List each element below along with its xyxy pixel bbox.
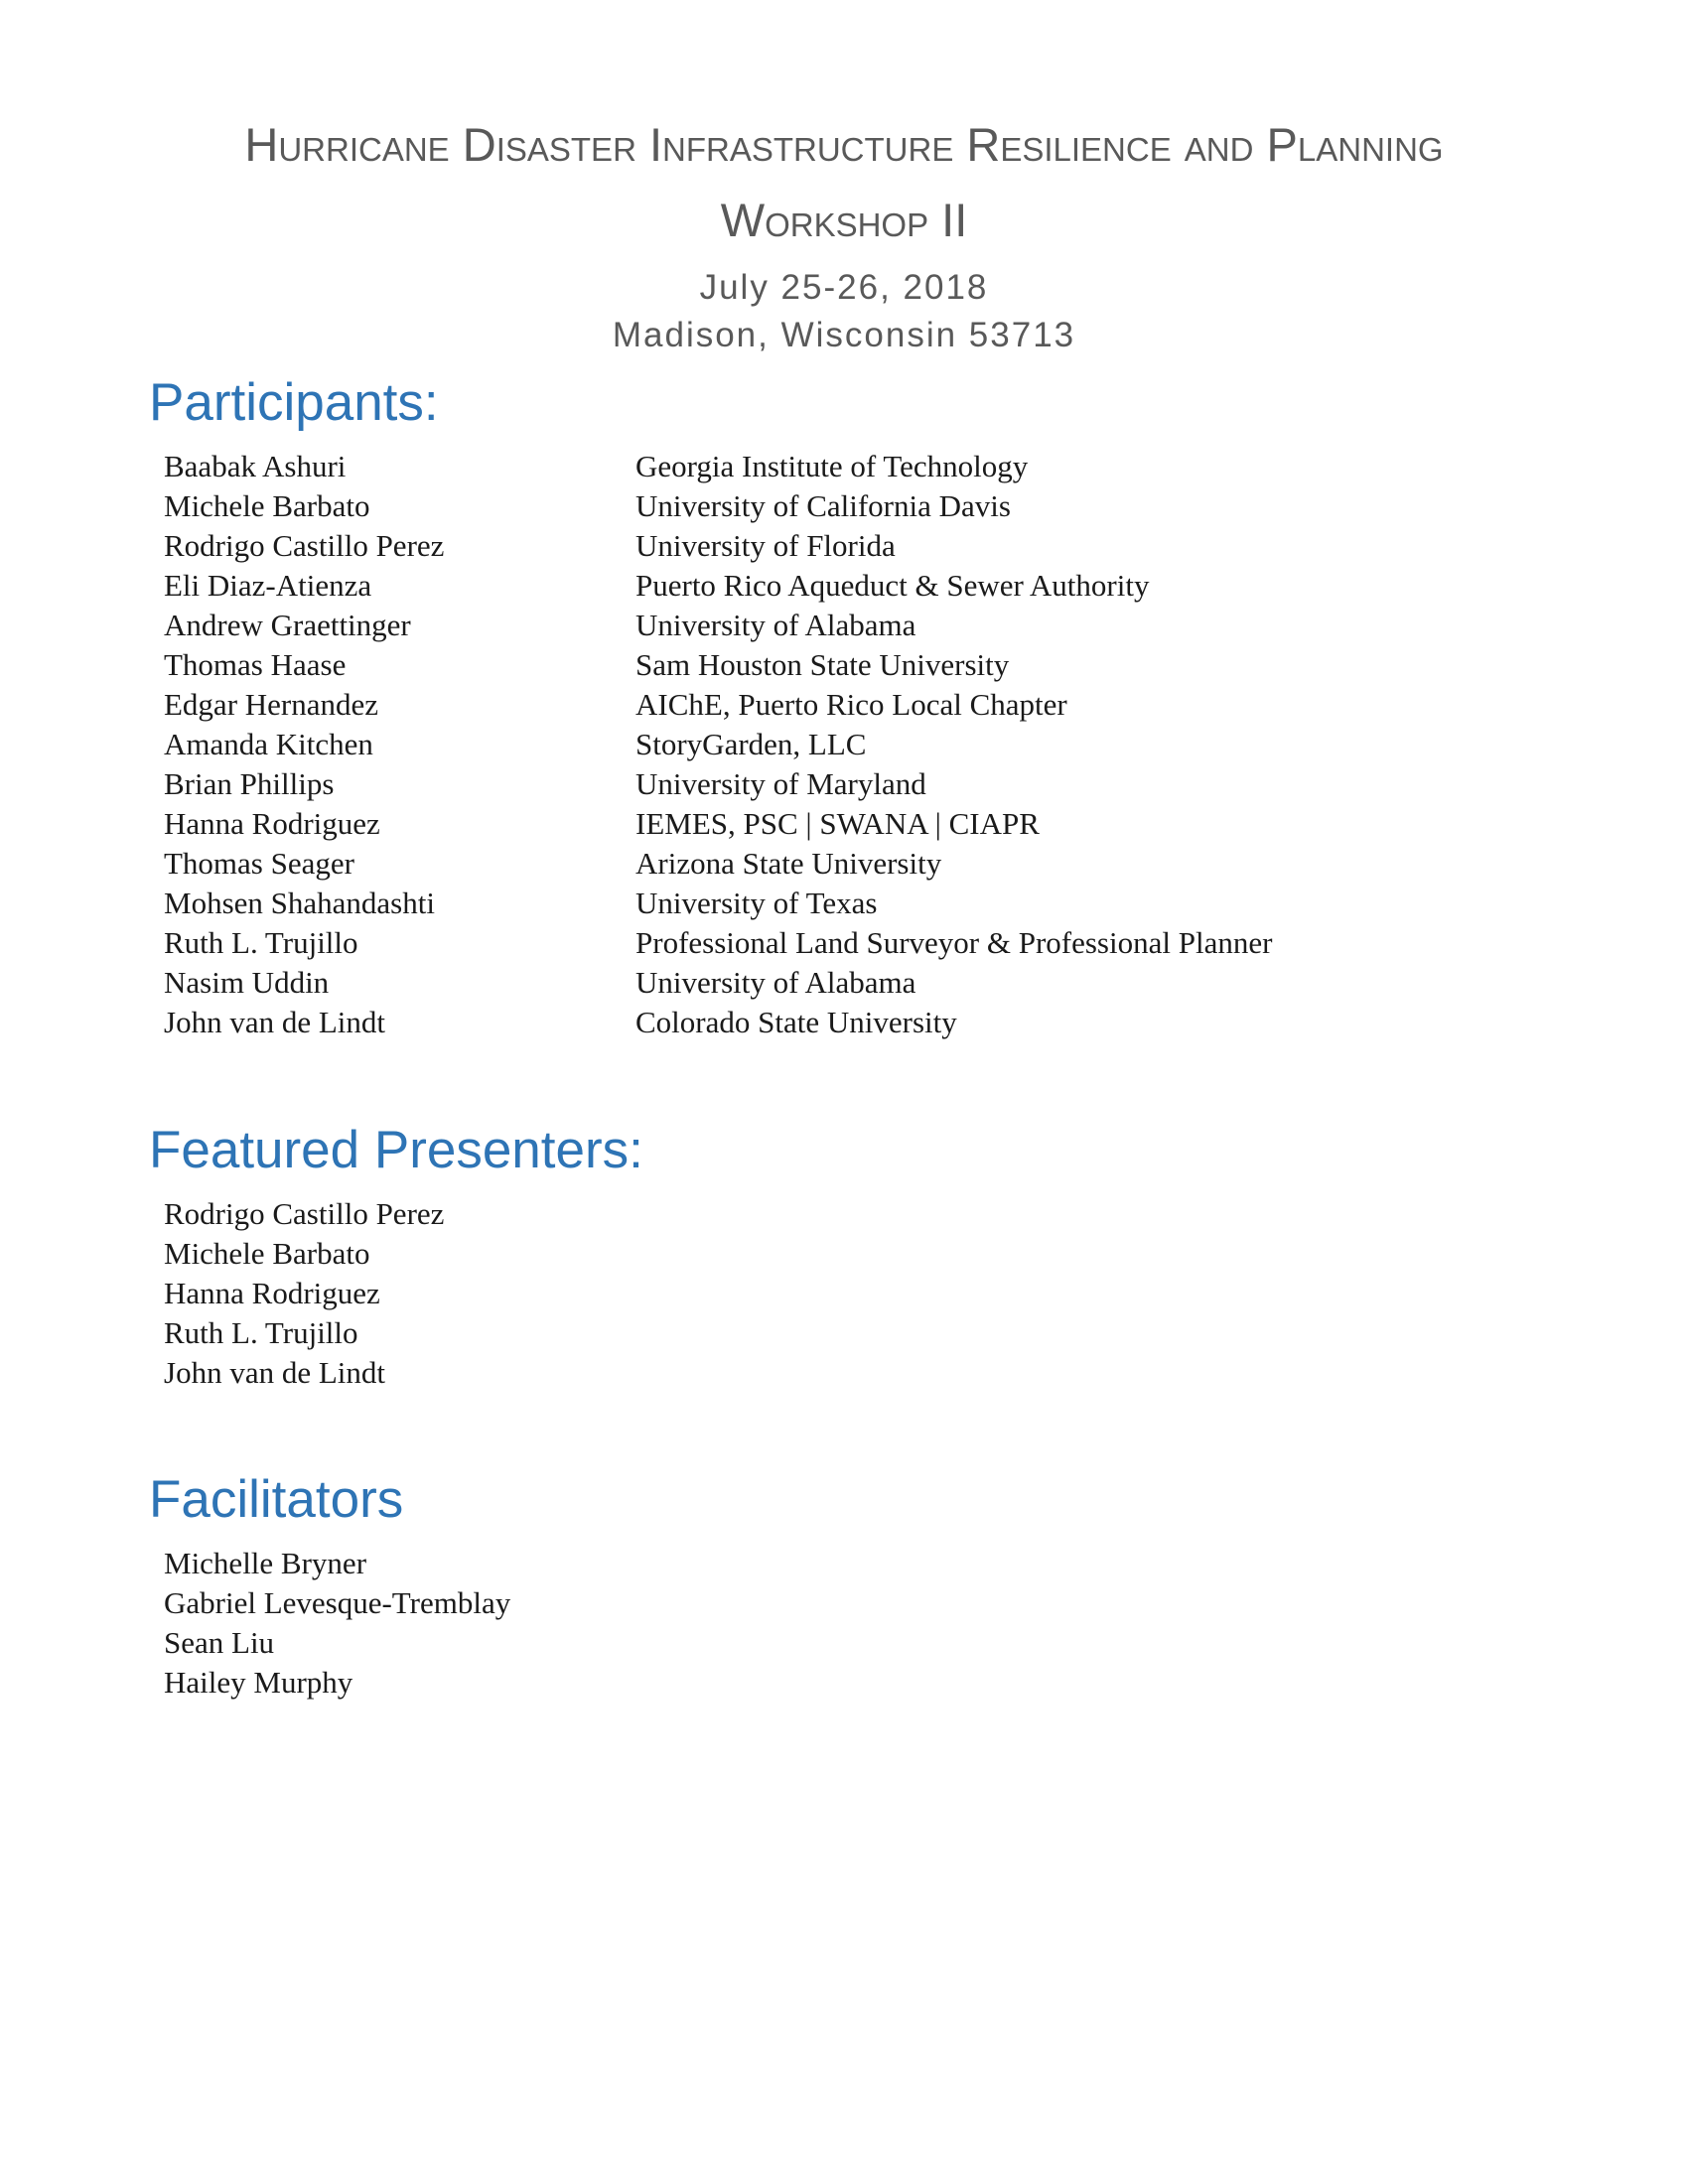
participant-name: Andrew Graettinger [164,608,411,642]
participant-name: Hanna Rodriguez [164,806,380,841]
facilitator-name: Gabriel Levesque-Tremblay [164,1585,511,1620]
participant-name: Nasim Uddin [164,965,330,1000]
participant-affiliation: University of Maryland [635,766,926,801]
participant-affiliation: AIChE, Puerto Rico Local Chapter [635,687,1067,722]
participant-affiliation: University of Alabama [635,608,916,642]
presenter-name: John van de Lindt [164,1355,385,1390]
document-title-line-2: Workshop II [720,194,968,246]
presenter-name: Michele Barbato [164,1236,370,1271]
participant-affiliation: Georgia Institute of Technology [635,449,1029,483]
participant-name: Thomas Seager [164,846,354,881]
participant-affiliation: University of California Davis [635,488,1011,523]
participant-name: Brian Phillips [164,766,335,801]
presenter-name: Hanna Rodriguez [164,1276,380,1310]
participant-name: Mohsen Shahandashti [164,886,435,920]
featured-presenters-heading: Featured Presenters: [149,1121,643,1179]
participant-affiliation: Arizona State University [635,846,942,881]
participant-name: Thomas Haase [164,647,347,682]
participant-name: Eli Diaz-Atienza [164,568,372,603]
facilitators-list [164,1544,510,1703]
participant-affiliation: IEMES, PSC | SWANA | CIAPR [635,806,1040,841]
facilitator-name: Hailey Murphy [164,1665,353,1700]
participant-name: John van de Lindt [164,1005,385,1039]
facilitator-name: Sean Liu [164,1625,275,1660]
participant-affiliation: University of Florida [635,528,896,563]
participant-affiliation: University of Alabama [635,965,916,1000]
event-date: July 25-26, 2018 [699,268,989,307]
participant-name: Amanda Kitchen [164,727,373,761]
participant-affiliation: Sam Houston State University [635,647,1010,682]
presenter-name: Rodrigo Castillo Perez [164,1196,445,1231]
participant-affiliation: Colorado State University [635,1005,957,1039]
facilitators-heading: Facilitators [149,1470,404,1529]
participant-affiliation: Puerto Rico Aqueduct & Sewer Authority [635,568,1150,603]
participant-name: Ruth L. Trujillo [164,925,358,960]
participants-heading: Participants: [149,373,439,432]
event-location: Madison, Wisconsin 53713 [612,316,1076,354]
facilitator-name: Michelle Bryner [164,1546,367,1580]
participant-affiliation: StoryGarden, LLC [635,727,867,761]
featured-presenters-list [164,1194,444,1393]
participant-affiliation: Professional Land Surveyor & Professional Planner [635,925,1273,960]
presenter-name: Ruth L. Trujillo [164,1315,358,1350]
participant-name: Edgar Hernandez [164,687,379,722]
participant-name: Baabak Ashuri [164,449,347,483]
title-block [0,107,1688,359]
participant-name: Rodrigo Castillo Perez [164,528,445,563]
participant-name: Michele Barbato [164,488,370,523]
participant-affiliation: University of Texas [635,886,878,920]
document-title-line-1: Hurricane Disaster Infrastructure Resilience and Planning [244,118,1444,171]
